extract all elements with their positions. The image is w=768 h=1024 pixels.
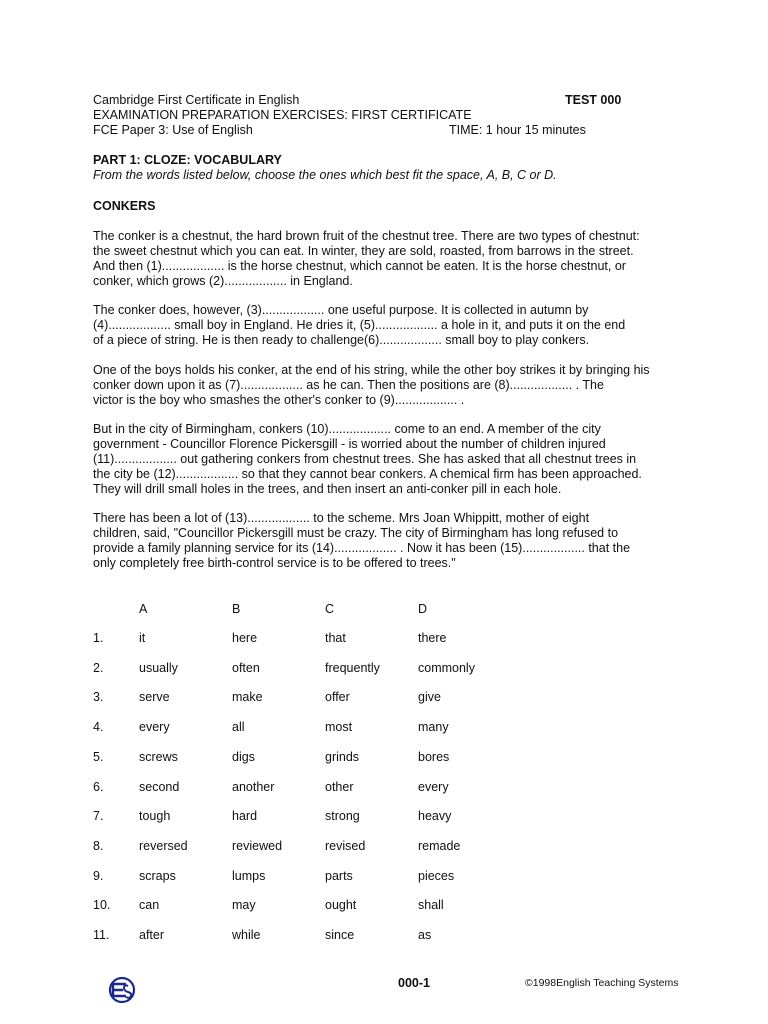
passage-paragraph-2 xyxy=(93,303,683,348)
option-a: tough xyxy=(139,809,171,823)
option-a: every xyxy=(139,720,170,734)
passage-line: provide a family planning service for its (14).................. . Now it has been (15).................. that the xyxy=(93,541,631,555)
paper-title: FCE Paper 3: Use of English xyxy=(93,123,253,137)
copyright-notice: ©1998English Teaching Systems xyxy=(525,977,679,989)
test-id: TEST 000 xyxy=(565,93,622,107)
option-a: second xyxy=(139,780,180,794)
column-header-c: C xyxy=(325,602,335,616)
option-d: remade xyxy=(418,839,461,853)
option-b: make xyxy=(232,690,263,704)
passage-line: One of the boys holds his conker, at the end of his string, while the other boy strikes it by bringing his xyxy=(93,363,650,377)
ets-logo-icon xyxy=(107,974,137,1006)
option-c: parts xyxy=(325,869,353,883)
passage-line: the sweet chestnut which you can eat. In winter, they are sold, roasted, from barrows in the street. xyxy=(93,244,634,258)
option-b: often xyxy=(232,661,260,675)
passage-title: CONKERS xyxy=(93,199,156,213)
option-b: here xyxy=(232,631,258,645)
passage-paragraph-4 xyxy=(93,422,683,497)
passage-line: (11).................. out gathering conkers from chestnut trees. She has asked that all chestnut trees in xyxy=(93,452,637,466)
option-b: may xyxy=(232,898,256,912)
option-a: it xyxy=(139,631,146,645)
option-d: as xyxy=(418,928,432,942)
option-a: screws xyxy=(139,750,178,764)
option-c: other xyxy=(325,780,354,794)
option-c: grinds xyxy=(325,750,360,764)
part-title: PART 1: CLOZE: VOCABULARY xyxy=(93,153,282,167)
column-header-d: D xyxy=(418,602,428,616)
column-header-a: A xyxy=(139,602,148,616)
option-number: 3. xyxy=(93,690,104,704)
option-number: 9. xyxy=(93,869,104,883)
option-d: give xyxy=(418,690,441,704)
option-b: another xyxy=(232,780,275,794)
option-c: offer xyxy=(325,690,350,704)
column-header-b: B xyxy=(232,602,241,616)
page-number: 000-1 xyxy=(398,976,430,990)
option-d: pieces xyxy=(418,869,455,883)
option-a: can xyxy=(139,898,160,912)
passage-line: The conker does, however, (3).................. one useful purpose. It is collected in autumn by xyxy=(93,303,589,317)
option-number: 8. xyxy=(93,839,104,853)
part-instruction: From the words listed below, choose the ones which best fit the space, A, B, C or D. xyxy=(93,168,557,182)
passage-line: conker, which grows (2).................. in England. xyxy=(93,274,353,288)
option-number: 7. xyxy=(93,809,104,823)
passage-line: There has been a lot of (13).................. to the scheme. Mrs Joan Whippitt, mother of eight xyxy=(93,511,590,525)
option-a: scraps xyxy=(139,869,176,883)
time-allowed: TIME: 1 hour 15 minutes xyxy=(449,123,586,137)
option-a: reversed xyxy=(139,839,188,853)
option-number: 11. xyxy=(93,928,110,942)
option-c: since xyxy=(325,928,355,942)
option-b: while xyxy=(232,928,261,942)
passage-line: government - Councillor Florence Pickersgill - is worried about the number of children injured xyxy=(93,437,606,451)
option-a: usually xyxy=(139,661,178,675)
passage-line: victor is the boy who smashes the other's conker to (9).................. . xyxy=(93,393,465,407)
option-b: digs xyxy=(232,750,255,764)
passage-line: only completely free birth-control service is to be offered to trees." xyxy=(93,556,456,570)
passage-line: And then (1).................. is the horse chestnut, which cannot be eaten. It is the horse chestnut, or xyxy=(93,259,626,273)
option-number: 5. xyxy=(93,750,104,764)
passage-line: conker down upon it as (7).................. as he can. Then the positions are (8).................. . The xyxy=(93,378,604,392)
option-a: after xyxy=(139,928,165,942)
passage-line: children, said, "Councillor Pickersgill must be crazy. The city of Birmingham has long refused to xyxy=(93,526,619,540)
option-number: 2. xyxy=(93,661,104,675)
option-c: most xyxy=(325,720,353,734)
passage-line: (4).................. small boy in England. He dries it, (5).................. a hole in it, and puts it on the end xyxy=(93,318,626,332)
passage-paragraph-5 xyxy=(93,511,683,571)
option-d: heavy xyxy=(418,809,452,823)
option-b: reviewed xyxy=(232,839,283,853)
option-b: all xyxy=(232,720,245,734)
course-title: Cambridge First Certificate in English xyxy=(93,93,300,107)
option-b: hard xyxy=(232,809,258,823)
exercise-title: EXAMINATION PREPARATION EXERCISES: FIRST CERTIFICATE xyxy=(93,108,472,122)
passage-line: The conker is a chestnut, the hard brown fruit of the chestnut tree. There are two types of chestnut: xyxy=(93,229,640,243)
option-b: lumps xyxy=(232,869,266,883)
option-number: 1. xyxy=(93,631,104,645)
passage-line: But in the city of Birmingham, conkers (10).................. come to an end. A member of the city xyxy=(93,422,601,436)
option-c: frequently xyxy=(325,661,380,675)
option-d: bores xyxy=(418,750,450,764)
option-a: serve xyxy=(139,690,170,704)
option-c: ought xyxy=(325,898,357,912)
option-number: 4. xyxy=(93,720,104,734)
option-d: commonly xyxy=(418,661,475,675)
option-c: strong xyxy=(325,809,360,823)
option-d: every xyxy=(418,780,449,794)
passage-paragraph-1 xyxy=(93,229,683,289)
option-d: shall xyxy=(418,898,444,912)
passage-paragraph-3 xyxy=(93,363,683,408)
option-d: many xyxy=(418,720,449,734)
option-c: revised xyxy=(325,839,366,853)
passage-line: the city be (12).................. so that they cannot bear conkers. A chemical firm has been approached. xyxy=(93,467,642,481)
option-d: there xyxy=(418,631,447,645)
passage-line: They will drill small holes in the trees, and then insert an anti-conker pill in each hole. xyxy=(93,482,562,496)
option-number: 6. xyxy=(93,780,104,794)
option-c: that xyxy=(325,631,346,645)
option-number: 10. xyxy=(93,898,111,912)
passage-line: of a piece of string. He is then ready to challenge(6).................. small boy to play conkers. xyxy=(93,333,590,347)
